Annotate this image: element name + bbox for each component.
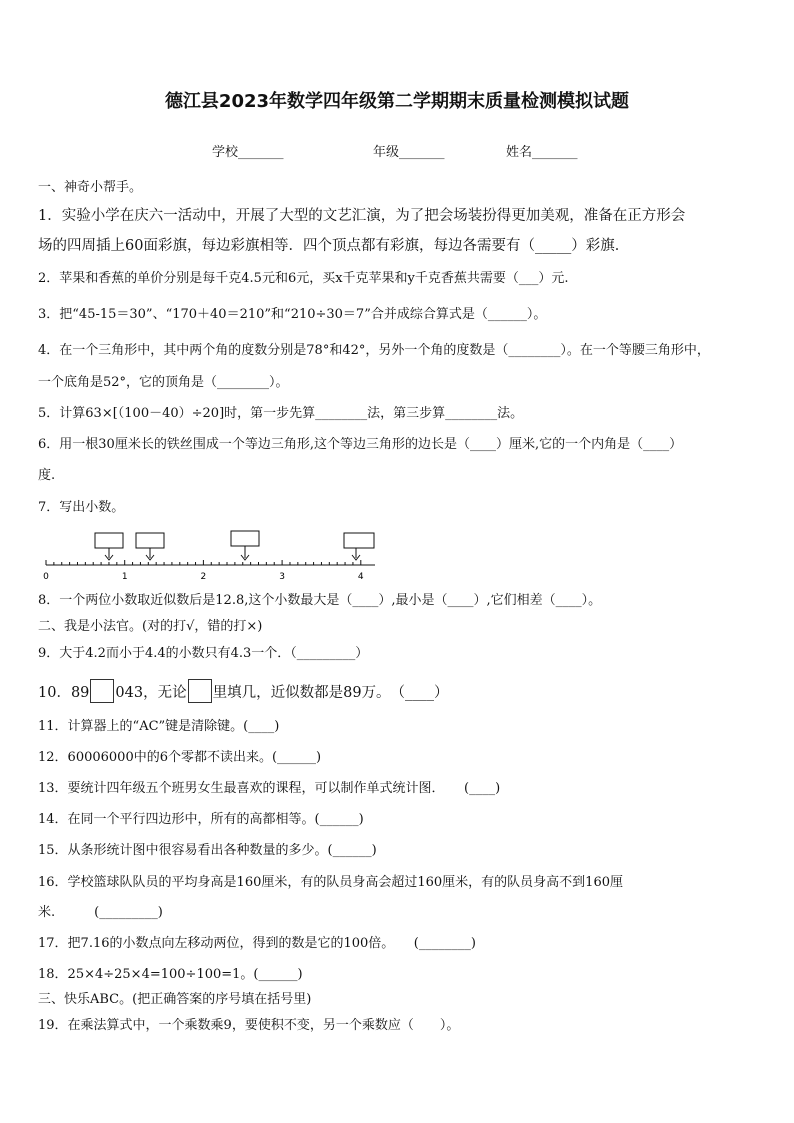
question-19: 19．在乘法算式中，一个乘数乘9，要使积不变，另一个乘数应（ ）。 — [38, 1018, 460, 1033]
question-6-line-2: 度. — [38, 468, 56, 483]
question-4-line-1: 4．在一个三角形中，其中两个角的度数分别是78°和42°，另外一个角的度数是（________）。在一个等腰三角形中， — [38, 343, 710, 358]
question-11: 11．计算器上的“AC”键是清除键。(____) — [38, 719, 280, 734]
question-15: 15．从条形统计图中很容易看出各种数量的多少。(______) — [38, 843, 377, 858]
number-line-label: 4 — [357, 572, 364, 582]
question-5: 5．计算63×[（100－40）÷20]时，第一步先算________法，第三步算________法。 — [38, 406, 524, 421]
school-field: 学校_______ — [212, 145, 284, 160]
question-10-part-3: 里填几，近似数都是89万。 （____） — [212, 685, 449, 701]
question-16-line-2: 米. (_________) — [38, 905, 163, 920]
question-16-line-1: 16．学校篮球队队员的平均身高是160厘米，有的队员身高会超过160厘米，有的队员身高不到160厘 — [38, 875, 623, 890]
answer-box-1 — [95, 533, 123, 560]
question-18: 18．25×4÷25×4=100÷100=1。(______) — [38, 967, 303, 982]
number-line-figure — [38, 527, 383, 583]
question-8: 8．一个两位小数取近似数后是12.8,这个小数最大是（____）,最小是（____）,它们相差（____）。 — [38, 593, 602, 608]
question-10 — [38, 681, 449, 705]
question-14: 14．在同一个平行四边形中，所有的高都相等。(______) — [38, 812, 364, 827]
question-4-line-2: 一个底角是52°，它的顶角是（________）。 — [38, 375, 289, 390]
answer-box-2 — [136, 533, 164, 560]
answer-box-4 — [344, 533, 374, 560]
answer-box-3 — [231, 531, 259, 560]
question-9: 9．大于4.2而小于4.4的小数只有4.3一个．（_________） — [38, 646, 369, 661]
question-1-line-1: 1．实验小学在庆六一活动中，开展了大型的文艺汇演，为了把会场装扮得更加美观，准备在正方形会 — [38, 208, 686, 224]
section-heading-1: 一、神奇小帮手。 — [38, 180, 143, 195]
question-10-part-2: 043，无论 — [115, 685, 187, 701]
section-heading-2: 二、我是小法官。(对的打√，错的打×) — [38, 619, 263, 634]
number-line-label: 3 — [279, 572, 285, 582]
question-2: 2．苹果和香蕉的单价分别是每千克4.5元和6元，买x千克苹果和y千克香蕉共需要（___）元. — [38, 271, 569, 286]
number-line-label: 0 — [43, 572, 49, 582]
number-line-ticks — [46, 560, 361, 565]
question-6-line-1: 6．用一根30厘米长的铁丝围成一个等边三角形,这个等边三角形的边长是（____）厘米,它的一个内角是（____） — [38, 437, 683, 452]
question-13: 13．要统计四年级五个班男女生最喜欢的课程，可以制作单式统计图． (____) — [38, 781, 501, 796]
name-field: 姓名_______ — [506, 145, 578, 160]
question-12: 12．60006000中的6个零都不读出来。(______) — [38, 750, 322, 765]
section-heading-3: 三、快乐ABC。(把正确答案的序号填在括号里) — [38, 992, 312, 1007]
question-17: 17．把7.16的小数点向左移动两位，得到的数是它的100倍。 (________) — [38, 936, 476, 951]
blank-box-2 — [188, 679, 212, 703]
question-7: 7．写出小数。 — [38, 500, 125, 515]
question-1-line-2: 场的四周插上60面彩旗，每边彩旗相等．四个顶点都有彩旗，每边各需要有（_____）彩旗． — [38, 238, 630, 254]
blank-box-1 — [90, 679, 114, 703]
question-3: 3．把“45-15＝30”、“170＋40＝210”和“210÷30＝7”合并成综合算式是（______）。 — [38, 307, 547, 322]
page-title: 德江县2023年数学四年级第二学期期末质量检测模拟试题 — [164, 91, 630, 112]
number-line-label: 2 — [200, 572, 207, 582]
number-line-label: 1 — [121, 572, 128, 582]
question-10-part-1: 10．89 — [38, 685, 90, 701]
grade-field: 年级_______ — [373, 145, 445, 160]
